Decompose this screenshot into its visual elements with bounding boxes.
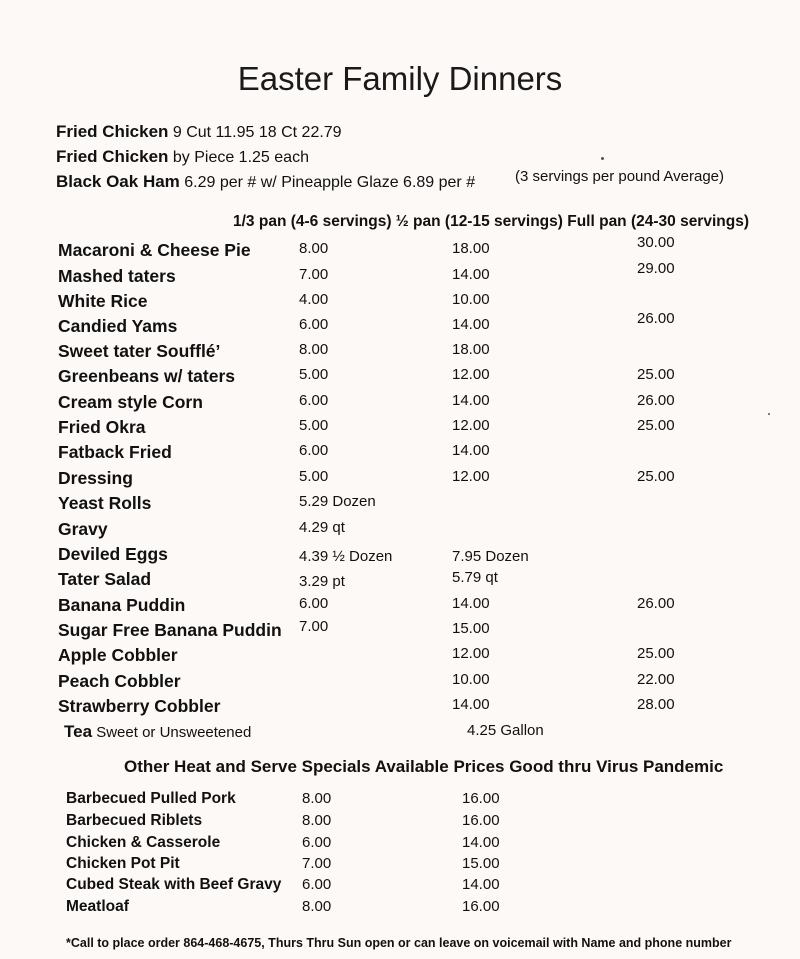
item-name: Chicken Pot Pit (66, 855, 180, 872)
item-name: Apple Cobbler (58, 645, 178, 665)
price-half-pan: 14.00 (452, 316, 490, 333)
menu-row (0, 569, 800, 593)
price-third-pan: 4.00 (299, 291, 329, 308)
price-full-pan: 26.00 (637, 392, 675, 409)
top-line-fried-chicken-cut (56, 122, 342, 142)
price-large: 14.00 (462, 876, 500, 893)
item-name: Candied Yams (58, 316, 178, 336)
item-name: Tater Salad (58, 569, 152, 589)
specials-row (0, 790, 800, 812)
item-name: Fried Chicken (56, 147, 169, 166)
menu-row (0, 417, 800, 441)
item-name: Fried Okra (58, 417, 146, 437)
specials-row (0, 876, 800, 898)
specials-header: Other Heat and Serve Specials Available Prices Good thru Virus Pandemic (124, 757, 724, 776)
item-name: Cream style Corn (58, 392, 203, 412)
price-third-pan: 3.29 pt (299, 573, 345, 590)
specials-row (0, 834, 800, 856)
price-third-pan: 7.00 (299, 266, 329, 283)
menu-row (0, 341, 800, 365)
price-half-pan: 5.79 qt (452, 569, 498, 586)
price-half-pan: 14.00 (452, 696, 490, 713)
price-small: 7.00 (302, 855, 332, 872)
item-name: Dressing (58, 468, 133, 488)
price-small: 6.00 (302, 876, 332, 893)
item-name: Gravy (58, 519, 108, 539)
price-full-pan: 26.00 (637, 310, 675, 327)
price-half-pan: 14.00 (452, 595, 490, 612)
menu-row (0, 442, 800, 466)
price-half-pan: 18.00 (452, 341, 490, 358)
menu-row (0, 310, 800, 340)
item-name: Chicken & Casserole (66, 834, 221, 851)
tea-price: 4.25 Gallon (467, 722, 544, 739)
menu-row (0, 468, 800, 492)
menu-row-tea (0, 722, 800, 746)
item-name: Fried Chicken (56, 122, 169, 141)
menu-row (0, 620, 800, 644)
item-detail: by Piece 1.25 each (168, 149, 309, 166)
price-full-pan: 26.00 (637, 595, 675, 612)
price-third-pan: 5.00 (299, 417, 329, 434)
price-full-pan: 25.00 (637, 645, 675, 662)
specials-row (0, 812, 800, 834)
price-third-pan: 4.29 qt (299, 519, 345, 536)
price-half-pan: 12.00 (452, 645, 490, 662)
item-name: Yeast Rolls (58, 493, 152, 513)
item-name: Sugar Free Banana Puddin (58, 620, 282, 640)
item-name: Peach Cobbler (58, 671, 181, 691)
price-half-pan: 14.00 (452, 392, 490, 409)
order-footer-note: *Call to place order 864-468-4675, Thurs Thru Sun open or can leave on voicemail with Name and phone number (66, 936, 732, 950)
item-name: Cubed Steak with Beef Gravy (66, 876, 282, 893)
price-third-pan: 5.00 (299, 366, 329, 383)
column-header: 1/3 pan (4-6 servings) ½ pan (12-15 servings) Full pan (24-30 servings) (233, 213, 749, 230)
price-large: 16.00 (462, 898, 500, 915)
menu-row (0, 366, 800, 390)
item-detail: 6.29 per # w/ Pineapple Glaze 6.89 per # (179, 174, 476, 191)
menu-row (0, 291, 800, 315)
price-third-pan: 5.00 (299, 468, 329, 485)
price-full-pan: 25.00 (637, 468, 675, 485)
item-name: Strawberry Cobbler (58, 696, 221, 716)
item-name: Black Oak Ham (56, 172, 180, 191)
price-third-pan: 6.00 (299, 392, 329, 409)
item-name: Sweet tater Soufflé’ (58, 341, 221, 361)
price-large: 16.00 (462, 812, 500, 829)
price-third-pan: 7.00 (299, 618, 329, 635)
price-large: 15.00 (462, 855, 500, 872)
price-third-pan: 5.29 Dozen (299, 493, 376, 510)
menu-row (0, 696, 800, 720)
menu-row (0, 671, 800, 695)
menu-row (0, 234, 800, 264)
price-half-pan: 15.00 (452, 620, 490, 637)
price-full-pan: 22.00 (637, 671, 675, 688)
item-name: Greenbeans w/ taters (58, 366, 236, 386)
price-third-pan: 4.39 ½ Dozen (299, 548, 393, 565)
price-small: 8.00 (302, 898, 332, 915)
item-name: Barbecued Pulled Pork (66, 790, 236, 807)
price-half-pan: 12.00 (452, 468, 490, 485)
price-full-pan: 25.00 (637, 366, 675, 383)
menu-row (0, 493, 800, 517)
item-name: Fatback Fried (58, 442, 172, 462)
price-third-pan: 6.00 (299, 316, 329, 333)
page-title: Easter Family Dinners (237, 60, 563, 97)
item-name: Banana Puddin (58, 595, 186, 615)
price-third-pan: 8.00 (299, 240, 329, 257)
item-name: Mashed taters (58, 266, 176, 286)
price-large: 16.00 (462, 790, 500, 807)
price-full-pan: 28.00 (637, 696, 675, 713)
price-third-pan: 6.00 (299, 595, 329, 612)
specials-row (0, 898, 800, 920)
item-name: White Rice (58, 291, 148, 311)
price-half-pan: 7.95 Dozen (452, 548, 529, 565)
item-detail: 9 Cut 11.95 18 Ct 22.79 (168, 124, 342, 141)
top-line-fried-chicken-piece (56, 147, 309, 167)
price-half-pan: 12.00 (452, 366, 490, 383)
price-third-pan: 6.00 (299, 442, 329, 459)
item-name: Macaroni & Cheese Pie (58, 240, 251, 260)
specials-row (0, 855, 800, 877)
price-small: 8.00 (302, 790, 332, 807)
item-name: Tea Sweet or Unsweetened (64, 722, 252, 741)
menu-row (0, 645, 800, 669)
price-small: 8.00 (302, 812, 332, 829)
menu-row (0, 544, 800, 568)
dust-speck (768, 413, 770, 415)
price-third-pan: 8.00 (299, 341, 329, 358)
menu-row (0, 392, 800, 416)
price-full-pan: 29.00 (637, 260, 675, 277)
price-small: 6.00 (302, 834, 332, 851)
menu-row (0, 595, 800, 619)
price-large: 14.00 (462, 834, 500, 851)
price-half-pan: 10.00 (452, 671, 490, 688)
servings-note: (3 servings per pound Average) (515, 168, 725, 185)
price-full-pan: 25.00 (637, 417, 675, 434)
menu-row (0, 260, 800, 290)
price-half-pan: 14.00 (452, 442, 490, 459)
menu-row (0, 519, 800, 543)
price-half-pan: 14.00 (452, 266, 490, 283)
item-name: Barbecued Riblets (66, 812, 203, 829)
price-half-pan: 18.00 (452, 240, 490, 257)
item-name: Deviled Eggs (58, 544, 168, 564)
top-line-ham (56, 172, 475, 192)
price-half-pan: 10.00 (452, 291, 490, 308)
dust-speck (601, 157, 604, 160)
item-name: Meatloaf (66, 898, 129, 915)
price-full-pan: 30.00 (637, 234, 675, 251)
price-half-pan: 12.00 (452, 417, 490, 434)
